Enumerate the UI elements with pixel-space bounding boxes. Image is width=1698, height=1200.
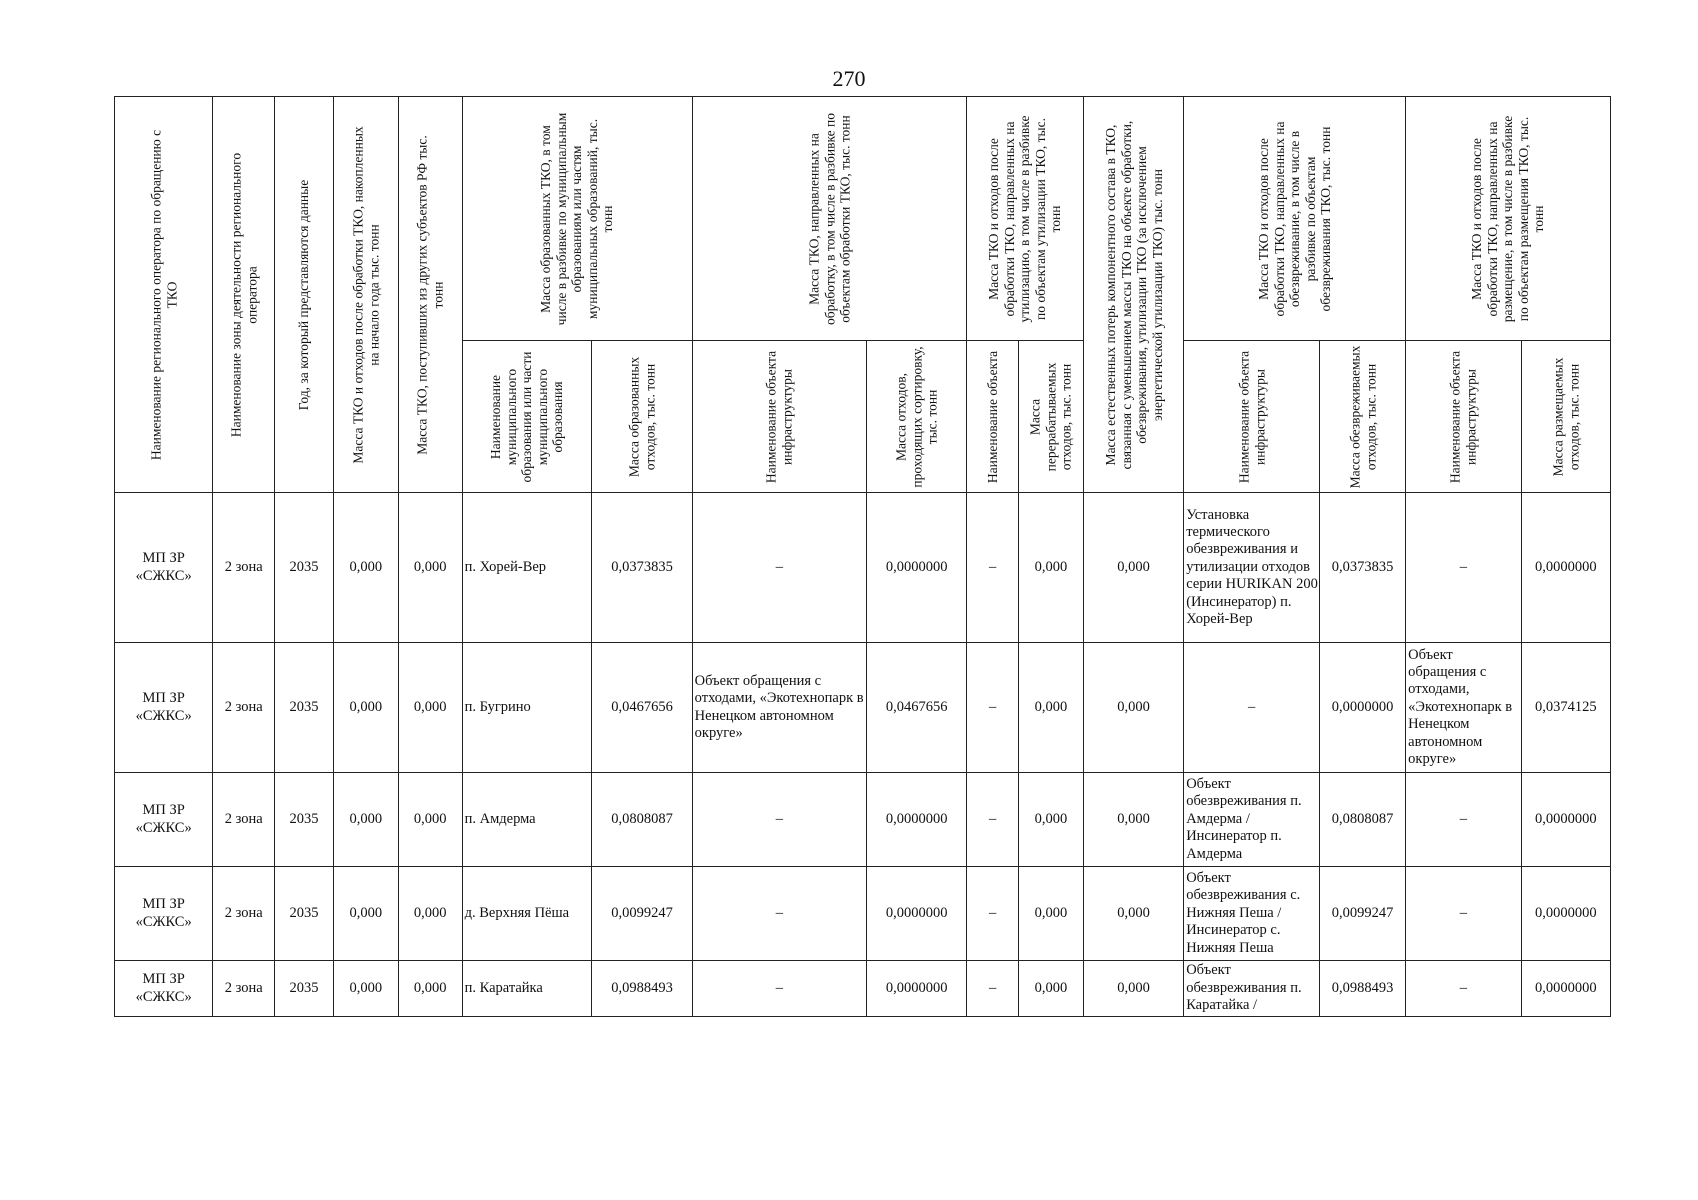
zone-cell: 2 зона [213,961,275,1017]
generated-cell: 0,0373835 [592,493,692,643]
municipality-cell: п. Хорей-Вер [462,493,592,643]
header-row [115,97,1611,341]
header-accumulated: Масса ТКО и отходов после обработки ТКО, накопленных на начало года тыс. тонн [333,97,398,493]
generated-cell: 0,0808087 [592,773,692,867]
neutralization-mass-cell: 0,0808087 [1320,773,1406,867]
generated-cell: 0,0099247 [592,867,692,961]
header-utilization-group: Масса ТКО и отходов после обработки ТКО, направленных на утилизацию, в том числе в разбивке по объектам утилизации ТКО, тыс. тонн [967,97,1084,341]
utilization-object-cell: – [967,961,1019,1017]
neutralization-mass-cell: 0,0000000 [1320,643,1406,773]
utilization-mass-cell: 0,000 [1019,867,1084,961]
placement-mass-cell: 0,0000000 [1521,773,1610,867]
placement-object-cell: – [1406,867,1522,961]
processing-mass-cell: 0,0000000 [867,773,967,867]
municipality-cell: д. Верхняя Пёша [462,867,592,961]
processing-object-cell: – [692,773,866,867]
municipality-cell: п. Каратайка [462,961,592,1017]
zone-cell: 2 зона [213,867,275,961]
placement-object-cell: – [1406,961,1522,1017]
municipality-cell: п. Амдерма [462,773,592,867]
operator-cell: МП ЗР «СЖКС» [115,867,213,961]
operator-cell: МП ЗР «СЖКС» [115,493,213,643]
received-cell: 0,000 [398,643,462,773]
received-cell: 0,000 [398,961,462,1017]
utilization-object-cell: – [967,773,1019,867]
neutralization-object-cell: Объект обезвреживания п. Каратайка / [1184,961,1320,1017]
received-cell: 0,000 [398,493,462,643]
accumulated-cell: 0,000 [333,493,398,643]
page-number: 270 [832,66,866,91]
header-utilization-name: Наименование объекта [967,341,1019,493]
operator-cell: МП ЗР «СЖКС» [115,643,213,773]
utilization-mass-cell: 0,000 [1019,643,1084,773]
neutralization-object-cell: – [1184,643,1320,773]
placement-mass-cell: 0,0000000 [1521,867,1610,961]
header-placement-mass: Масса размещаемых отходов, тыс. тонн [1521,341,1610,493]
natural-loss-cell: 0,000 [1083,493,1183,643]
natural-loss-cell: 0,000 [1083,773,1183,867]
table-row [115,493,1611,643]
header-received: Масса ТКО, поступивших из других субъектов РФ тыс. тонн [398,97,462,493]
utilization-object-cell: – [967,493,1019,643]
header-utilization-mass: Масса перерабатываемых отходов, тыс. тонн [1019,341,1084,493]
accumulated-cell: 0,000 [333,867,398,961]
placement-object-cell: – [1406,773,1522,867]
processing-object-cell: – [692,867,866,961]
table-row [115,643,1611,773]
accumulated-cell: 0,000 [333,773,398,867]
generated-cell: 0,0467656 [592,643,692,773]
header-placement-name: Наименование объекта инфраструктуры [1406,341,1522,493]
utilization-mass-cell: 0,000 [1019,493,1084,643]
processing-mass-cell: 0,0000000 [867,493,967,643]
operator-cell: МП ЗР «СЖКС» [115,773,213,867]
accumulated-cell: 0,000 [333,643,398,773]
year-cell: 2035 [275,773,334,867]
natural-loss-cell: 0,000 [1083,643,1183,773]
neutralization-mass-cell: 0,0099247 [1320,867,1406,961]
utilization-mass-cell: 0,000 [1019,961,1084,1017]
neutralization-mass-cell: 0,0988493 [1320,961,1406,1017]
table-row [115,867,1611,961]
header-neutralization-mass: Масса обезвреживаемых отходов, тыс. тонн [1320,341,1406,493]
natural-loss-cell: 0,000 [1083,961,1183,1017]
header-neutralization-name: Наименование объекта инфраструктуры [1184,341,1320,493]
utilization-mass-cell: 0,000 [1019,773,1084,867]
placement-mass-cell: 0,0374125 [1521,643,1610,773]
placement-mass-cell: 0,0000000 [1521,493,1610,643]
year-cell: 2035 [275,493,334,643]
processing-mass-cell: 0,0000000 [867,867,967,961]
operator-cell: МП ЗР «СЖКС» [115,961,213,1017]
placement-object-cell: Объект обращения с отходами, «Экотехнопарк в Ненецком автономном округе» [1406,643,1522,773]
header-processing-mass: Масса отходов, проходящих сортировку, тыс. тонн [867,341,967,493]
header-zone: Наименование зоны деятельности регионального оператора [213,97,275,493]
zone-cell: 2 зона [213,643,275,773]
accumulated-cell: 0,000 [333,961,398,1017]
zone-cell: 2 зона [213,493,275,643]
year-cell: 2035 [275,867,334,961]
header-natural-loss: Масса естественных потерь компонентного состава в ТКО, связанная с уменьшением массы ТКО на объекте обработки, обезвреживания, утилизации ТКО (за исключением энергетической утилизации ТКО) тыс. тонн [1083,97,1183,493]
municipality-cell: п. Бугрино [462,643,592,773]
generated-cell: 0,0988493 [592,961,692,1017]
received-cell: 0,000 [398,773,462,867]
header-processing-name: Наименование объекта инфраструктуры [692,341,866,493]
header-processing-group: Масса ТКО, направленных на обработку, в том числе в разбивке по объектам обработки ТКО, тыс. тонн [692,97,967,341]
header-operator: Наименование регионального оператора по обращению с ТКО [115,97,213,493]
neutralization-object-cell: Объект обезвреживания п. Амдерма / Инсинератор п. Амдерма [1184,773,1320,867]
header-year: Год, за который представляются данные [275,97,334,493]
neutralization-object-cell: Установка термического обезвреживания и утилизации отходов серии HURIKAN 200 (Инсинератор) п. Хорей-Вер [1184,493,1320,643]
processing-object-cell: – [692,961,866,1017]
table-row [115,773,1611,867]
processing-object-cell: Объект обращения с отходами, «Экотехнопарк в Ненецком автономном округе» [692,643,866,773]
processing-mass-cell: 0,0000000 [867,961,967,1017]
year-cell: 2035 [275,961,334,1017]
placement-object-cell: – [1406,493,1522,643]
year-cell: 2035 [275,643,334,773]
zone-cell: 2 зона [213,773,275,867]
neutralization-mass-cell: 0,0373835 [1320,493,1406,643]
utilization-object-cell: – [967,643,1019,773]
header-generated-name: Наименование муниципального образования или части муниципального образования [462,341,592,493]
header-neutralization-group: Масса ТКО и отходов после обработки ТКО, направленных на обезвреживание, в том числе в разбивке по объектам обезвреживания ТКО, тыс. тонн [1184,97,1406,341]
table-row [115,961,1611,1017]
processing-mass-cell: 0,0467656 [867,643,967,773]
natural-loss-cell: 0,000 [1083,867,1183,961]
processing-object-cell: – [692,493,866,643]
header-generated-group: Масса образованных ТКО, в том числе в разбивке по муниципальным образованиям или частям муниципальных образований, тыс. тонн [462,97,692,341]
utilization-object-cell: – [967,867,1019,961]
header-placement-group: Масса ТКО и отходов после обработки ТКО, направленных на размещение, в том числе в разбивке по объектам размещения ТКО, тыс. тонн [1406,97,1611,341]
neutralization-object-cell: Объект обезвреживания с. Нижняя Пеша / Инсинератор с. Нижняя Пеша [1184,867,1320,961]
placement-mass-cell: 0,0000000 [1521,961,1610,1017]
header-generated-mass: Масса образованных отходов, тыс. тонн [592,341,692,493]
waste-table [114,96,1611,1017]
received-cell: 0,000 [398,867,462,961]
